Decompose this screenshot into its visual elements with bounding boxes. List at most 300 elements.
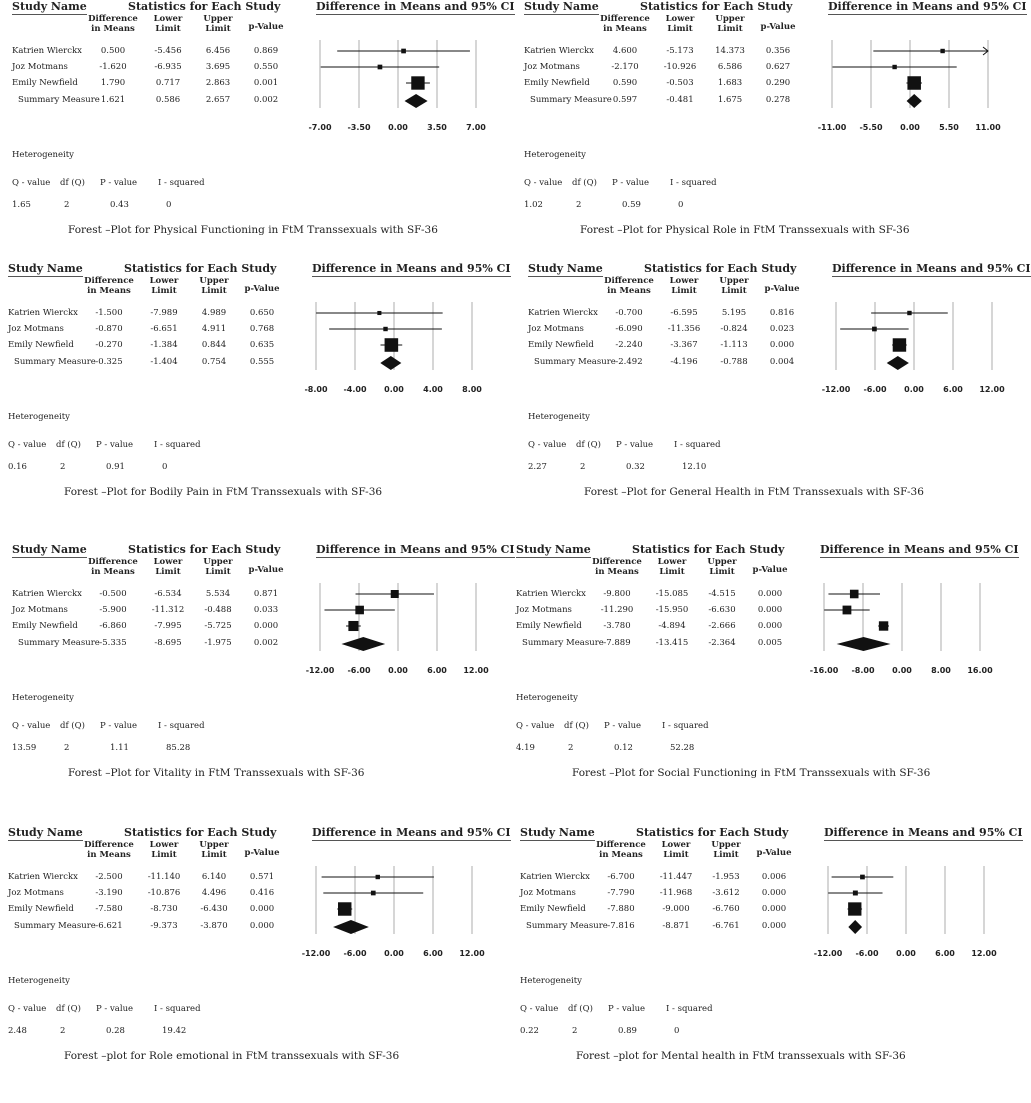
- x-tick-label: -12.00: [301, 949, 331, 958]
- heterogeneity-column-header: I - squared: [154, 440, 201, 450]
- study-name: Katrien Wierckx: [524, 46, 594, 56]
- upper-limit-value: -6.630: [708, 605, 736, 615]
- upper-limit-value: -1.113: [720, 340, 748, 350]
- diff-value: -9.800: [603, 589, 631, 599]
- summary-diamond: [887, 356, 909, 370]
- forest-panel: [516, 826, 1023, 1096]
- study-name: Katrien Wierckx: [8, 308, 78, 318]
- study-name-header: Study Name: [8, 262, 83, 275]
- effect-square: [371, 891, 376, 896]
- upper-limit-value: -0.824: [720, 324, 748, 334]
- column-header: p-Value: [752, 565, 788, 575]
- heterogeneity-column-header: I - squared: [674, 440, 721, 450]
- heterogeneity-p-value: 0.12: [614, 743, 633, 753]
- summary-label: Summary Measure: [534, 357, 616, 367]
- heterogeneity-column-header: Q - value: [524, 178, 563, 188]
- forest-plot: [524, 262, 1014, 402]
- lower-limit-value: -6.651: [150, 324, 178, 334]
- heterogeneity-q-value: 1.65: [12, 200, 31, 210]
- p-value: 0.000: [769, 340, 795, 350]
- x-tick-label: 0.00: [384, 385, 404, 394]
- column-header: Lower Limit: [657, 557, 687, 577]
- upper-limit-value: 2.657: [205, 95, 231, 105]
- heterogeneity-df-value: 2: [572, 1026, 578, 1036]
- lower-limit-value: 0.586: [155, 95, 181, 105]
- study-name: Emily Newfield: [8, 340, 74, 350]
- upper-limit-value: -5.725: [204, 621, 232, 631]
- study-name: Katrien Wierckx: [12, 589, 82, 599]
- upper-limit-value: 5.195: [721, 308, 747, 318]
- study-name: Joz Motmans: [524, 62, 580, 72]
- diff-value: 0.590: [612, 78, 638, 88]
- lower-limit-value: -0.503: [666, 78, 694, 88]
- summary-label: Summary Measure: [14, 357, 96, 367]
- column-header: p-Value: [248, 22, 284, 32]
- heterogeneity-column-header: I - squared: [158, 178, 205, 188]
- diff-value: -6.860: [99, 621, 127, 631]
- p-value: 0.550: [253, 62, 279, 72]
- lower-limit-value: -11.312: [151, 605, 185, 615]
- heterogeneity-column-header: df (Q): [60, 178, 85, 188]
- p-value: 0.006: [761, 872, 787, 882]
- plot-caption: Forest –Plot for Social Functioning in FtM Transsexuals with SF-36: [572, 767, 931, 779]
- upper-limit-value: 1.675: [717, 95, 743, 105]
- x-tick-label: 3.50: [427, 123, 447, 132]
- column-header: Difference in Means: [600, 14, 650, 34]
- heterogeneity-column-header: P - value: [604, 721, 642, 731]
- x-tick-label: 6.00: [935, 949, 955, 958]
- forest-panel: [8, 543, 515, 813]
- plot-caption: Forest –Plot for Physical Role in FtM Transsexuals with SF-36: [580, 224, 910, 236]
- effect-square: [383, 327, 387, 331]
- heterogeneity-i2-value: 0: [166, 200, 172, 210]
- plot-header: Difference in Means and 95% CI: [312, 826, 511, 839]
- upper-limit-value: -2.666: [708, 621, 736, 631]
- lower-limit-value: 0.717: [155, 78, 181, 88]
- p-value: 0.001: [253, 78, 279, 88]
- diff-value: -2.500: [95, 872, 123, 882]
- forest-panel: [524, 262, 1031, 532]
- heterogeneity-p-value: 0.28: [106, 1026, 125, 1036]
- summary-diamond: [333, 920, 369, 934]
- heterogeneity-column-header: I - squared: [666, 1004, 713, 1014]
- effect-square: [348, 621, 358, 631]
- diff-value: -7.790: [607, 888, 635, 898]
- column-header: p-Value: [760, 22, 796, 32]
- heterogeneity-column-header: Q - value: [528, 440, 567, 450]
- effect-square: [843, 606, 852, 615]
- column-header: Lower Limit: [665, 14, 695, 34]
- upper-limit-value: 1.683: [717, 78, 743, 88]
- effect-square: [940, 49, 944, 53]
- effect-square: [872, 327, 877, 332]
- heterogeneity-column-header: Q - value: [8, 440, 47, 450]
- diff-value: -7.580: [95, 904, 123, 914]
- p-value: 0.416: [249, 888, 275, 898]
- x-tick-label: -5.50: [859, 123, 883, 132]
- p-value: 0.033: [253, 605, 279, 615]
- upper-limit-value: 0.844: [201, 340, 227, 350]
- forest-plot: [4, 826, 494, 966]
- summary-label: Summary Measure: [14, 921, 96, 931]
- p-value: 0.768: [249, 324, 275, 334]
- x-tick-label: 8.00: [462, 385, 482, 394]
- x-tick-label: -8.00: [304, 385, 328, 394]
- study-name: Joz Motmans: [12, 62, 68, 72]
- effect-square: [391, 590, 399, 598]
- p-value: 0.816: [769, 308, 795, 318]
- x-tick-label: 11.00: [975, 123, 1001, 132]
- column-header: Difference in Means: [84, 276, 134, 296]
- p-value: 0.000: [249, 904, 275, 914]
- effect-square: [907, 311, 911, 315]
- diff-value: -2.240: [615, 340, 643, 350]
- diff-value: -7.880: [607, 904, 635, 914]
- heterogeneity-p-value: 0.91: [106, 462, 125, 472]
- upper-limit-value: -3.612: [712, 888, 740, 898]
- column-header: Difference in Means: [88, 557, 138, 577]
- heterogeneity-column-header: df (Q): [56, 1004, 81, 1014]
- column-header: Upper Limit: [715, 14, 745, 34]
- heterogeneity-column-header: Q - value: [12, 178, 51, 188]
- study-name-header: Study Name: [520, 826, 595, 839]
- p-value: 0.356: [765, 46, 791, 56]
- diff-value: -6.090: [615, 324, 643, 334]
- lower-limit-value: -1.384: [150, 340, 178, 350]
- x-tick-label: -8.00: [851, 666, 875, 675]
- heterogeneity-q-value: 2.27: [528, 462, 547, 472]
- p-value: 0.000: [757, 621, 783, 631]
- p-value: 0.635: [249, 340, 275, 350]
- forest-plot: [512, 543, 1002, 683]
- study-name-header: Study Name: [8, 826, 83, 839]
- lower-limit-value: -10.926: [663, 62, 697, 72]
- plot-header: Difference in Means and 95% CI: [832, 262, 1031, 275]
- summary-label: Summary Measure: [18, 638, 100, 648]
- column-header: p-Value: [756, 848, 792, 858]
- lower-limit-value: -9.000: [662, 904, 690, 914]
- lower-limit-value: -6.935: [154, 62, 182, 72]
- diff-value: -1.620: [99, 62, 127, 72]
- plot-caption: Forest –plot for Role emotional in FtM transsexuals with SF-36: [64, 1050, 400, 1062]
- upper-limit-value: 4.911: [201, 324, 227, 334]
- effect-square: [853, 891, 858, 896]
- heterogeneity-df-value: 2: [576, 200, 582, 210]
- diff-value: -0.870: [95, 324, 123, 334]
- x-tick-label: -6.00: [863, 385, 887, 394]
- summary-label: Summary Measure: [526, 921, 608, 931]
- p-value: 0.000: [253, 621, 279, 631]
- heterogeneity-column-header: P - value: [616, 440, 654, 450]
- column-header: Upper Limit: [711, 840, 741, 860]
- upper-limit-value: -6.760: [712, 904, 740, 914]
- column-header: Difference in Means: [604, 276, 654, 296]
- study-name: Emily Newfield: [516, 621, 582, 631]
- plot-caption: Forest –Plot for Vitality in FtM Transsexuals with SF-36: [68, 767, 365, 779]
- heterogeneity-column-header: df (Q): [576, 440, 601, 450]
- heterogeneity-column-header: I - squared: [158, 721, 205, 731]
- x-tick-label: 0.00: [904, 385, 924, 394]
- heterogeneity-title: Heterogeneity: [8, 412, 70, 422]
- x-tick-label: 6.00: [943, 385, 963, 394]
- x-tick-label: 6.00: [423, 949, 443, 958]
- effect-square: [401, 49, 406, 54]
- heterogeneity-df-value: 2: [580, 462, 586, 472]
- study-name: Emily Newfield: [520, 904, 586, 914]
- heterogeneity-q-value: 0.16: [8, 462, 27, 472]
- forest-plot: [8, 543, 498, 683]
- forest-plot: [4, 262, 494, 402]
- upper-limit-value: -3.870: [200, 921, 228, 931]
- diff-value: 4.600: [612, 46, 638, 56]
- heterogeneity-i2-value: 0: [678, 200, 684, 210]
- p-value: 0.002: [253, 95, 279, 105]
- effect-square: [355, 606, 364, 615]
- upper-limit-value: 14.373: [715, 46, 745, 56]
- column-header: Upper Limit: [203, 14, 233, 34]
- forest-plot: [520, 0, 1010, 140]
- column-header: Upper Limit: [199, 276, 229, 296]
- heterogeneity-column-header: df (Q): [572, 178, 597, 188]
- upper-limit-value: 5.534: [205, 589, 231, 599]
- study-name: Emily Newfield: [8, 904, 74, 914]
- lower-limit-value: -5.173: [666, 46, 694, 56]
- forest-panel: [512, 543, 1019, 813]
- x-tick-label: -12.00: [821, 385, 851, 394]
- column-header: Lower Limit: [669, 276, 699, 296]
- p-value: 0.005: [757, 638, 783, 648]
- stats-header: Statistics for Each Study: [128, 543, 281, 556]
- x-tick-label: 12.00: [979, 385, 1005, 394]
- x-tick-label: 0.00: [900, 123, 920, 132]
- lower-limit-value: -8.730: [150, 904, 178, 914]
- x-tick-label: 6.00: [427, 666, 447, 675]
- heterogeneity-df-value: 2: [64, 200, 70, 210]
- column-header: Upper Limit: [203, 557, 233, 577]
- x-tick-label: 0.00: [896, 949, 916, 958]
- p-value: 0.650: [249, 308, 275, 318]
- x-tick-label: 0.00: [388, 123, 408, 132]
- lower-limit-value: -6.595: [670, 308, 698, 318]
- column-header: p-Value: [244, 284, 280, 294]
- forest-plot: [516, 826, 1006, 966]
- heterogeneity-p-value: 0.89: [618, 1026, 637, 1036]
- summary-diamond: [341, 637, 385, 651]
- heterogeneity-column-header: df (Q): [60, 721, 85, 731]
- study-name: Joz Motmans: [528, 324, 584, 334]
- lower-limit-value: -3.367: [670, 340, 698, 350]
- study-name-header: Study Name: [12, 543, 87, 556]
- column-header: p-Value: [244, 848, 280, 858]
- diff-value: -11.290: [600, 605, 634, 615]
- stats-header: Statistics for Each Study: [640, 0, 793, 13]
- upper-limit-value: 6.456: [205, 46, 231, 56]
- diff-value: 0.500: [100, 46, 126, 56]
- heterogeneity-title: Heterogeneity: [12, 150, 74, 160]
- column-header: Difference in Means: [84, 840, 134, 860]
- lower-limit-value: -15.950: [655, 605, 689, 615]
- upper-limit-value: 0.754: [201, 357, 227, 367]
- heterogeneity-column-header: df (Q): [56, 440, 81, 450]
- x-tick-label: 4.00: [423, 385, 443, 394]
- study-name: Emily Newfield: [528, 340, 594, 350]
- study-name: Joz Motmans: [8, 888, 64, 898]
- effect-square: [860, 875, 865, 880]
- x-tick-label: 0.00: [388, 666, 408, 675]
- diff-value: -0.325: [95, 357, 123, 367]
- heterogeneity-df-value: 2: [60, 1026, 66, 1036]
- stats-header: Statistics for Each Study: [128, 0, 281, 13]
- lower-limit-value: -0.481: [666, 95, 694, 105]
- x-tick-label: 7.00: [466, 123, 486, 132]
- diff-value: -3.190: [95, 888, 123, 898]
- heterogeneity-column-header: df (Q): [564, 721, 589, 731]
- x-tick-label: -12.00: [305, 666, 335, 675]
- heterogeneity-q-value: 0.22: [520, 1026, 539, 1036]
- x-tick-label: -6.00: [347, 666, 371, 675]
- x-tick-label: 5.50: [939, 123, 959, 132]
- p-value: 0.278: [765, 95, 791, 105]
- heterogeneity-title: Heterogeneity: [8, 976, 70, 986]
- diff-value: -0.500: [99, 589, 127, 599]
- column-header: Upper Limit: [707, 557, 737, 577]
- effect-square: [907, 76, 921, 90]
- x-tick-label: 0.00: [384, 949, 404, 958]
- heterogeneity-q-value: 13.59: [12, 743, 37, 753]
- upper-limit-value: -2.364: [708, 638, 736, 648]
- summary-label: Summary Measure: [522, 638, 604, 648]
- effect-square: [377, 311, 381, 315]
- column-header: Lower Limit: [149, 276, 179, 296]
- heterogeneity-p-value: 0.32: [626, 462, 645, 472]
- heterogeneity-i2-value: 19.42: [162, 1026, 187, 1036]
- p-value: 0.290: [765, 78, 791, 88]
- stats-header: Statistics for Each Study: [124, 826, 277, 839]
- upper-limit-value: 6.140: [201, 872, 227, 882]
- x-tick-label: 8.00: [931, 666, 951, 675]
- heterogeneity-q-value: 2.48: [8, 1026, 27, 1036]
- lower-limit-value: -4.196: [670, 357, 698, 367]
- plot-header: Difference in Means and 95% CI: [828, 0, 1027, 13]
- p-value: 0.000: [757, 605, 783, 615]
- heterogeneity-i2-value: 85.28: [166, 743, 191, 753]
- heterogeneity-df-value: 2: [60, 462, 66, 472]
- study-name: Katrien Wierckx: [516, 589, 586, 599]
- upper-limit-value: -0.788: [720, 357, 748, 367]
- lower-limit-value: -8.871: [662, 921, 690, 931]
- effect-square: [892, 65, 896, 69]
- study-name: Joz Motmans: [520, 888, 576, 898]
- upper-limit-value: -1.953: [712, 872, 740, 882]
- upper-limit-value: -4.515: [708, 589, 736, 599]
- diff-value: -6.621: [95, 921, 123, 931]
- p-value: 0.000: [761, 888, 787, 898]
- effect-square: [850, 590, 859, 599]
- heterogeneity-i2-value: 0: [674, 1026, 680, 1036]
- heterogeneity-p-value: 1.11: [110, 743, 129, 753]
- study-name: Joz Motmans: [8, 324, 64, 334]
- upper-limit-value: 6.586: [717, 62, 743, 72]
- lower-limit-value: -6.534: [154, 589, 182, 599]
- x-tick-label: 16.00: [967, 666, 993, 675]
- p-value: 0.000: [757, 589, 783, 599]
- heterogeneity-p-value: 0.59: [622, 200, 641, 210]
- effect-square: [385, 338, 399, 352]
- forest-panel: [4, 262, 511, 532]
- study-name-header: Study Name: [528, 262, 603, 275]
- plot-caption: Forest –Plot for Bodily Pain in FtM Transsexuals with SF-36: [64, 486, 383, 498]
- heterogeneity-column-header: Q - value: [12, 721, 51, 731]
- column-header: Lower Limit: [153, 557, 183, 577]
- p-value: 0.871: [253, 589, 279, 599]
- p-value: 0.000: [761, 921, 787, 931]
- heterogeneity-i2-value: 0: [162, 462, 168, 472]
- x-tick-label: 12.00: [459, 949, 485, 958]
- plot-header: Difference in Means and 95% CI: [824, 826, 1023, 839]
- upper-limit-value: 4.496: [201, 888, 227, 898]
- plot-header: Difference in Means and 95% CI: [316, 543, 515, 556]
- lower-limit-value: -9.373: [150, 921, 178, 931]
- plot-caption: Forest –Plot for General Health in FtM Transsexuals with SF-36: [584, 486, 924, 498]
- study-name: Joz Motmans: [12, 605, 68, 615]
- effect-square: [411, 76, 424, 89]
- forest-panel: [4, 826, 511, 1096]
- x-tick-label: -12.00: [813, 949, 843, 958]
- diff-value: 0.597: [612, 95, 638, 105]
- diff-value: -2.492: [615, 357, 643, 367]
- plot-header: Difference in Means and 95% CI: [820, 543, 1019, 556]
- x-tick-label: -6.00: [855, 949, 879, 958]
- p-value: 0.571: [249, 872, 275, 882]
- diff-value: 1.790: [100, 78, 126, 88]
- diff-value: -3.780: [603, 621, 631, 631]
- heterogeneity-column-header: P - value: [100, 178, 138, 188]
- diff-value: -5.900: [99, 605, 127, 615]
- lower-limit-value: -10.876: [147, 888, 181, 898]
- lower-limit-value: -4.894: [658, 621, 686, 631]
- upper-limit-value: 4.989: [201, 308, 227, 318]
- forest-panel: [520, 0, 1027, 270]
- plot-header: Difference in Means and 95% CI: [316, 0, 515, 13]
- lower-limit-value: -11.140: [147, 872, 181, 882]
- plot-caption: Forest –plot for Mental health in FtM transsexuals with SF-36: [576, 1050, 906, 1062]
- p-value: 0.004: [769, 357, 795, 367]
- upper-limit-value: -6.761: [712, 921, 740, 931]
- p-value: 0.023: [769, 324, 795, 334]
- lower-limit-value: -11.447: [659, 872, 693, 882]
- stats-header: Statistics for Each Study: [124, 262, 277, 275]
- upper-limit-value: 2.863: [205, 78, 231, 88]
- heterogeneity-title: Heterogeneity: [516, 693, 578, 703]
- heterogeneity-column-header: df (Q): [568, 1004, 593, 1014]
- effect-square: [848, 902, 861, 915]
- x-tick-label: -7.00: [308, 123, 332, 132]
- study-name: Katrien Wierckx: [12, 46, 82, 56]
- column-header: Difference in Means: [596, 840, 646, 860]
- stats-header: Statistics for Each Study: [644, 262, 797, 275]
- summary-diamond: [907, 94, 922, 108]
- summary-diamond: [848, 920, 862, 934]
- summary-diamond: [837, 637, 891, 651]
- heterogeneity-column-header: Q - value: [8, 1004, 47, 1014]
- upper-limit-value: -0.488: [204, 605, 232, 615]
- stats-header: Statistics for Each Study: [632, 543, 785, 556]
- column-header: Lower Limit: [153, 14, 183, 34]
- heterogeneity-column-header: P - value: [96, 440, 134, 450]
- p-value: 0.627: [765, 62, 791, 72]
- study-name: Emily Newfield: [524, 78, 590, 88]
- heterogeneity-title: Heterogeneity: [12, 693, 74, 703]
